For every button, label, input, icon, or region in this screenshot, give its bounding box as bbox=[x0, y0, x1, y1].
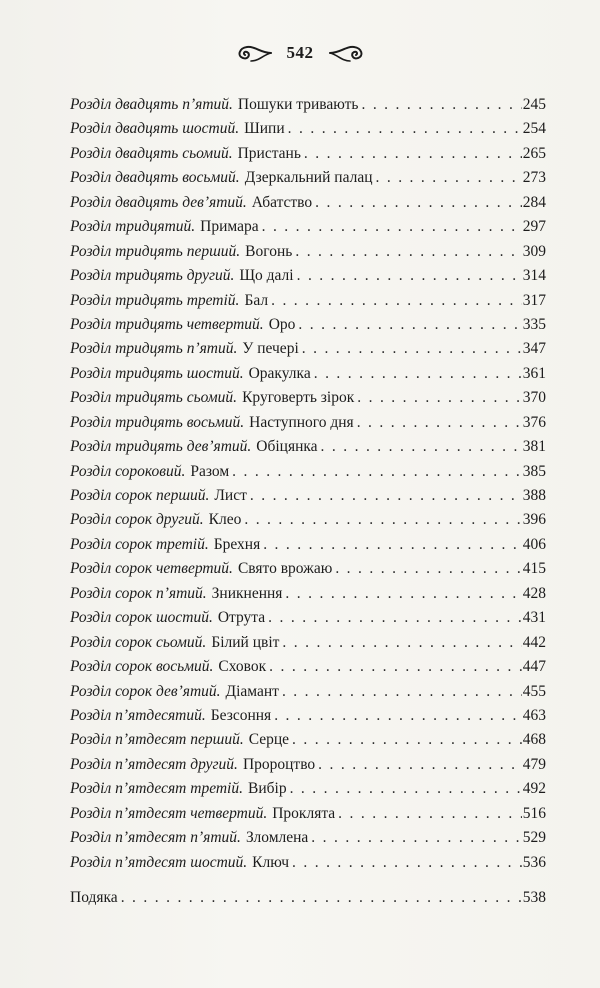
chapter-title: Діамант bbox=[225, 682, 279, 700]
toc-entry bbox=[70, 511, 546, 535]
leader-dots bbox=[244, 511, 521, 529]
leader-dots bbox=[338, 805, 522, 823]
toc-entry bbox=[70, 854, 546, 878]
chapter-title: Круговерть зірок bbox=[242, 389, 355, 407]
leader-dots bbox=[274, 707, 522, 725]
chapter-number: Розділ тридцять другий. bbox=[70, 267, 235, 285]
leader-dots bbox=[292, 731, 522, 749]
chapter-number: Розділ сорок четвертий. bbox=[70, 560, 233, 578]
chapter-title: Отрута bbox=[217, 609, 266, 627]
leader-dots bbox=[263, 536, 522, 554]
chapter-title: Шипи bbox=[244, 120, 285, 138]
page-ref: 314 bbox=[522, 267, 546, 285]
toc-entry bbox=[70, 756, 546, 780]
toc-entry bbox=[70, 243, 546, 267]
chapter-title: Сховок bbox=[218, 658, 267, 676]
toc-entry bbox=[70, 96, 546, 120]
toc-entry bbox=[70, 487, 546, 511]
leader-dots bbox=[282, 683, 522, 701]
leader-dots bbox=[290, 780, 522, 798]
leader-dots bbox=[269, 658, 522, 676]
leader-dots bbox=[314, 365, 522, 383]
leader-dots bbox=[298, 316, 521, 334]
chapter-title: Брехня bbox=[213, 535, 261, 553]
page-ref: 317 bbox=[522, 291, 546, 309]
chapter-title: У печері bbox=[242, 340, 299, 358]
page-ref: 254 bbox=[522, 120, 546, 138]
page-ref: 442 bbox=[522, 633, 546, 651]
page-ref: 516 bbox=[522, 804, 546, 822]
page-ref: 463 bbox=[522, 706, 546, 724]
chapter-number: Розділ п’ятдесят другий. bbox=[70, 755, 238, 773]
chapter-title: Вогонь bbox=[245, 242, 293, 260]
chapter-title: Разом bbox=[190, 462, 230, 480]
chapter-title: Подяка bbox=[70, 889, 118, 906]
chapter-title: Пророцтво bbox=[242, 755, 316, 773]
page-ref: 376 bbox=[522, 413, 546, 431]
page-ref: 273 bbox=[522, 169, 546, 187]
chapter-number: Розділ сорок п’ятий. bbox=[70, 584, 207, 602]
chapter-number: Розділ тридцятий. bbox=[70, 218, 196, 236]
chapter-title: Зломлена bbox=[245, 829, 309, 847]
page-ref: 297 bbox=[522, 218, 546, 236]
toc-entry bbox=[70, 463, 546, 487]
leader-dots bbox=[292, 854, 522, 872]
chapter-title: Лист bbox=[214, 487, 247, 504]
toc-entry bbox=[70, 536, 546, 560]
toc-entry bbox=[70, 609, 546, 633]
toc-entry bbox=[70, 560, 546, 584]
chapter-title: Серце bbox=[248, 731, 290, 749]
leader-dots bbox=[304, 145, 522, 163]
page-ref: 479 bbox=[522, 755, 546, 773]
toc-entry bbox=[70, 365, 546, 389]
chapter-title: Наступного дня bbox=[249, 413, 354, 431]
chapter-number: Розділ п’ятдесят шостий. bbox=[70, 853, 248, 871]
page-ref: 455 bbox=[522, 682, 546, 700]
page-ref: 361 bbox=[522, 364, 546, 382]
chapter-title: Проклята bbox=[272, 804, 336, 822]
chapter-number: Розділ двадцять восьмий. bbox=[70, 169, 240, 187]
chapter-number: Розділ тридцять п’ятий. bbox=[70, 340, 238, 358]
chapter-number: Розділ сорок шостий. bbox=[70, 609, 213, 627]
toc-entry bbox=[70, 340, 546, 364]
page-ref: 415 bbox=[522, 560, 546, 578]
leader-dots bbox=[285, 585, 521, 603]
chapter-title: Обіцянка bbox=[256, 438, 318, 456]
chapter-number: Розділ двадцять сьомий. bbox=[70, 144, 233, 162]
chapter-title: Зникнення bbox=[211, 584, 283, 602]
toc-entry bbox=[70, 780, 546, 804]
page-ref: 396 bbox=[522, 511, 546, 529]
toc-entry bbox=[70, 805, 546, 829]
toc-entry bbox=[70, 169, 546, 193]
chapter-number: Розділ тридцять шостий. bbox=[70, 364, 244, 382]
toc-entry bbox=[70, 267, 546, 291]
leader-dots bbox=[315, 194, 522, 212]
page-ref: 406 bbox=[522, 535, 546, 553]
page-ref: 335 bbox=[522, 315, 546, 333]
toc-entry bbox=[70, 120, 546, 144]
leader-dots bbox=[268, 609, 522, 627]
chapter-number: Розділ п’ятдесят перший. bbox=[70, 731, 244, 749]
toc-entry bbox=[70, 829, 546, 853]
chapter-title: Пристань bbox=[237, 144, 301, 162]
chapter-number: Розділ п’ятдесят третій. bbox=[70, 780, 243, 798]
page-ref: 309 bbox=[522, 242, 546, 260]
leader-dots bbox=[302, 340, 522, 358]
leader-dots bbox=[271, 292, 522, 310]
chapter-title: Білий цвіт bbox=[211, 633, 280, 651]
table-of-contents bbox=[70, 96, 546, 913]
toc-entry bbox=[70, 731, 546, 755]
chapter-title: Ключ bbox=[252, 853, 290, 871]
leader-dots bbox=[321, 438, 522, 456]
page-ref: 388 bbox=[522, 487, 546, 504]
chapter-number: Розділ сорок другий. bbox=[70, 511, 204, 529]
chapter-title: Свято врожаю bbox=[237, 560, 333, 578]
toc-entry bbox=[70, 194, 546, 218]
chapter-number: Розділ сорок дев’ятий. bbox=[70, 682, 221, 700]
toc-entry bbox=[70, 658, 546, 682]
page-ref: 492 bbox=[522, 780, 546, 798]
chapter-number: Розділ сорок перший. bbox=[70, 487, 210, 504]
toc-entry bbox=[70, 889, 546, 913]
leader-dots bbox=[376, 169, 522, 187]
chapter-number: Розділ сороковий. bbox=[70, 462, 186, 480]
page-number: 542 bbox=[286, 43, 314, 62]
toc-entry bbox=[70, 683, 546, 707]
leader-dots bbox=[282, 634, 521, 652]
page-ref: 529 bbox=[522, 829, 546, 847]
page-ref: 381 bbox=[522, 438, 546, 456]
leader-dots bbox=[361, 96, 521, 114]
page-ref: 431 bbox=[522, 609, 546, 627]
toc-entry bbox=[70, 414, 546, 438]
chapter-title: Пошуки тривають bbox=[237, 96, 359, 113]
chapter-title: Безсоння bbox=[210, 706, 272, 724]
page-ref: 370 bbox=[522, 389, 546, 407]
toc-entry bbox=[70, 316, 546, 340]
toc-entry bbox=[70, 634, 546, 658]
chapter-number: Розділ сорок сьомий. bbox=[70, 633, 207, 651]
toc-entry bbox=[70, 145, 546, 169]
chapter-title: Що далі bbox=[239, 267, 294, 285]
page-ref: 536 bbox=[522, 853, 546, 871]
chapter-title: Бал bbox=[244, 291, 269, 309]
chapter-number: Розділ тридцять дев’ятий. bbox=[70, 438, 252, 456]
page-ref: 347 bbox=[522, 340, 546, 358]
chapter-number: Розділ двадцять п’ятий. bbox=[70, 96, 233, 113]
chapter-number: Розділ тридцять сьомий. bbox=[70, 389, 238, 407]
leader-dots bbox=[121, 889, 522, 907]
toc-entry bbox=[70, 389, 546, 413]
chapter-number: Розділ п’ятдесят четвертий. bbox=[70, 804, 268, 822]
page-ref: 447 bbox=[522, 658, 546, 676]
chapter-title: Примара bbox=[200, 218, 259, 236]
chapter-number: Розділ тридцять перший. bbox=[70, 242, 241, 260]
page-ref: 245 bbox=[522, 96, 546, 113]
page-ref: 428 bbox=[522, 584, 546, 602]
page-ref: 284 bbox=[522, 193, 546, 211]
chapter-number: Розділ двадцять дев’ятий. bbox=[70, 193, 247, 211]
chapter-number: Розділ тридцять восьмий. bbox=[70, 413, 245, 431]
leader-dots bbox=[250, 487, 522, 505]
page-header bbox=[0, 38, 600, 68]
chapter-number: Розділ сорок третій. bbox=[70, 535, 209, 553]
toc-entry bbox=[70, 438, 546, 462]
toc-entry bbox=[70, 218, 546, 242]
leader-dots bbox=[297, 267, 522, 285]
page-ref: 385 bbox=[522, 462, 546, 480]
left-ornament-icon bbox=[231, 42, 273, 64]
leader-dots bbox=[335, 560, 521, 578]
chapter-number: Розділ тридцять третій. bbox=[70, 291, 240, 309]
toc-entry bbox=[70, 707, 546, 731]
leader-dots bbox=[311, 829, 521, 847]
leader-dots bbox=[318, 756, 522, 774]
leader-dots bbox=[262, 218, 522, 236]
chapter-title: Абатство bbox=[251, 193, 313, 211]
leader-dots bbox=[288, 120, 522, 138]
chapter-number: Розділ тридцять четвертий. bbox=[70, 315, 264, 333]
chapter-title: Дзеркальний палац bbox=[244, 169, 373, 187]
leader-dots bbox=[357, 389, 522, 407]
chapter-number: Розділ п’ятдесят п’ятий. bbox=[70, 829, 241, 847]
leader-dots bbox=[232, 463, 522, 481]
spacer bbox=[70, 878, 546, 889]
toc-entry bbox=[70, 585, 546, 609]
leader-dots bbox=[295, 243, 521, 261]
leader-dots bbox=[357, 414, 522, 432]
page-ref: 468 bbox=[522, 731, 546, 749]
chapter-title: Оракулка bbox=[248, 364, 311, 382]
right-ornament-icon bbox=[328, 42, 370, 64]
chapter-number: Розділ сорок восьмий. bbox=[70, 658, 214, 676]
page-ref: 538 bbox=[522, 889, 546, 906]
chapter-number: Розділ п’ятдесятий. bbox=[70, 706, 206, 724]
chapter-title: Клео bbox=[208, 511, 242, 529]
toc-entry bbox=[70, 292, 546, 316]
chapter-number: Розділ двадцять шостий. bbox=[70, 120, 240, 138]
page-ref: 265 bbox=[522, 144, 546, 162]
chapter-title: Оро bbox=[268, 315, 296, 333]
chapter-title: Вибір bbox=[248, 780, 287, 798]
